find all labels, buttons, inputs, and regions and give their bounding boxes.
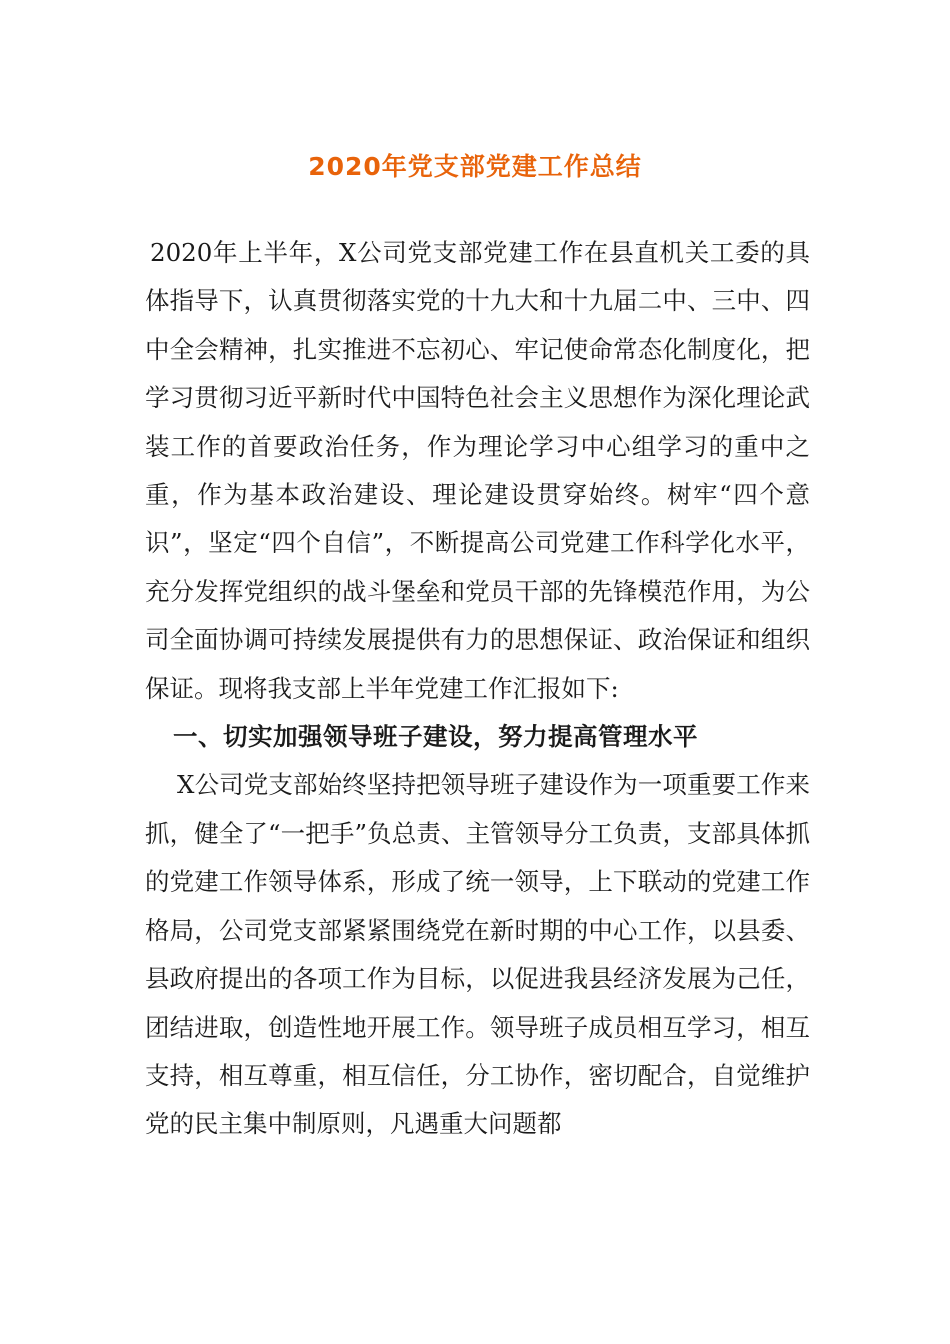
intro-paragraph: 2020年上半年，X公司党支部党建工作在县直机关工委的具体指导下，认真贯彻落实党的十九大和十九届二中、三中、四中全会精神，扎实推进不忘初心、牢记使命常态化制度化，把学习贯彻习近平新时代中国特色社会主义思想作为深化理论武装工作的首要政治任务，作为理论学习中心组学习的重中之重，作为基本政治建设、理论建设贯穿始终。树牢“四个意识”，坚定“四个自信”，不断提高公司党建工作科学化水平，充分发挥党组织的战斗堡垒和党员干部的先锋模范作用，为公司全面协调可持续发展提供有力的思想保证、政治保证和组织保证。现将我支部上半年党建工作汇报如下:: [145, 238, 810, 703]
document-title: 2020年党支部党建工作总结: [308, 151, 642, 181]
section-heading: 一、切实加强领导班子建设，努力提高管理水平: [173, 722, 698, 752]
section-paragraph: X公司党支部始终坚持把领导班子建设作为一项重要工作来抓，健全了“一把手”负总责、主管领导分工负责，支部具体抓的党建工作领导体系，形成了统一领导，上下联动的党建工作格局，公司党支部紧紧围绕党在新时期的中心工作，以县委、县政府提出的各项工作为目标，以促进我县经济发展为己任，团结进取，创造性地开展工作。领导班子成员相互学习，相互支持，相互尊重，相互信任，分工协作，密切配合，自觉维护党的民主集中制原则，凡遇重大问题都: [145, 770, 810, 1139]
document-body: [145, 229, 810, 1149]
